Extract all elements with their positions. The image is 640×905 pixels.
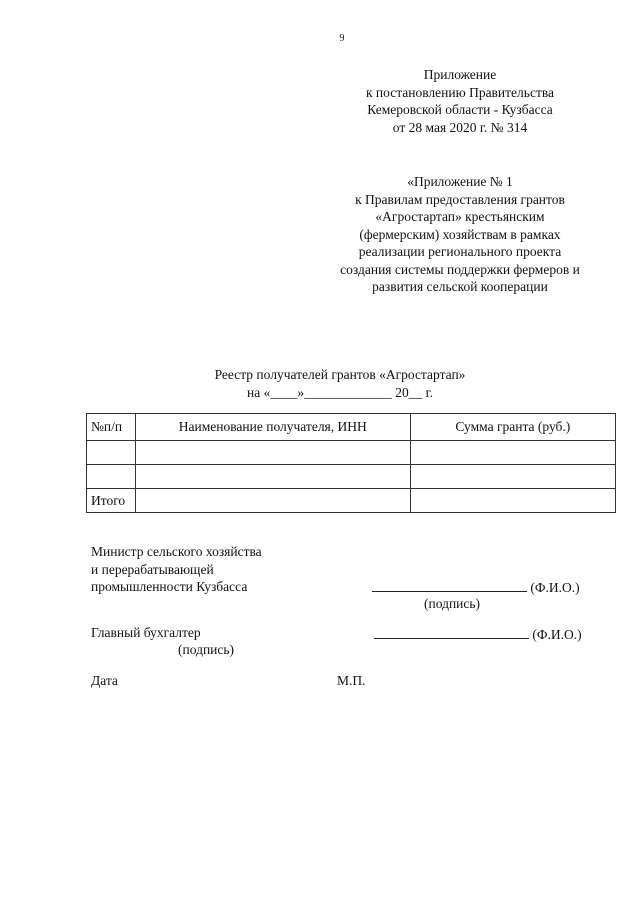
header-number: №п/п [87,414,136,441]
appendix-rules-line: «Агростартап» крестьянским [375,209,545,224]
accountant-title: Главный бухгалтер [91,625,201,640]
minister-title [91,543,262,596]
table-cell [135,465,410,489]
appendix-rules-header [320,173,600,296]
registry-title-block [120,366,560,401]
table-row [87,465,616,489]
table-cell [87,465,136,489]
header-grant-sum: Сумма гранта (руб.) [410,414,615,441]
table-cell [87,441,136,465]
appendix-main-line: от 28 мая 2020 г. № 314 [392,119,528,135]
header-recipient: Наименование получателя, ИНН [135,414,410,441]
page-number: 9 [339,33,345,44]
table-cell [410,489,615,513]
accountant-fio-label: (Ф.И.О.) [532,627,582,642]
table-header-row [87,414,616,441]
stamp-label: М.П. [337,673,366,688]
minister-signature-hint: (подпись) [424,596,481,611]
grant-recipients-table [86,413,616,513]
minister-line: Министр сельского хозяйства [91,544,262,559]
appendix-rules-line: создания системы поддержки фермеров и [340,261,580,277]
accountant-fio-line [374,625,582,643]
table-cell [410,441,615,465]
appendix-main-line: Приложение [423,67,497,82]
minister-line: и перерабатывающей [91,561,214,577]
appendix-main-line: Кемеровской области - Кузбасса [367,102,553,117]
appendix-rules-line: к Правилам предоставления грантов [355,191,565,207]
table-total-row [87,489,616,513]
minister-fio-line [372,578,580,596]
appendix-rules-line: развития сельской кооперации [372,279,548,294]
table-row [87,441,616,465]
minister-signature-underline [372,578,527,592]
appendix-main-header [330,66,590,136]
appendix-main-line: к постановлению Правительства [365,84,555,100]
total-label: Итого [87,489,136,513]
appendix-rules-line: реализации регионального проекта [358,244,562,259]
minister-line: промышленности Кузбасса [91,579,248,594]
table-cell [135,441,410,465]
minister-fio-label: (Ф.И.О.) [530,580,580,595]
accountant-signature-underline [374,625,529,639]
table-cell [135,489,410,513]
appendix-rules-line: (фермерским) хозяйствам в рамках [359,226,561,242]
registry-date-line: на «____»_____________ 20__ г. [247,384,433,400]
table-cell [410,465,615,489]
registry-title: Реестр получателей грантов «Агростартап» [214,367,466,382]
appendix-rules-line: «Приложение № 1 [407,174,513,189]
accountant-signature-hint: (подпись) [178,642,235,657]
date-label: Дата [91,673,118,688]
